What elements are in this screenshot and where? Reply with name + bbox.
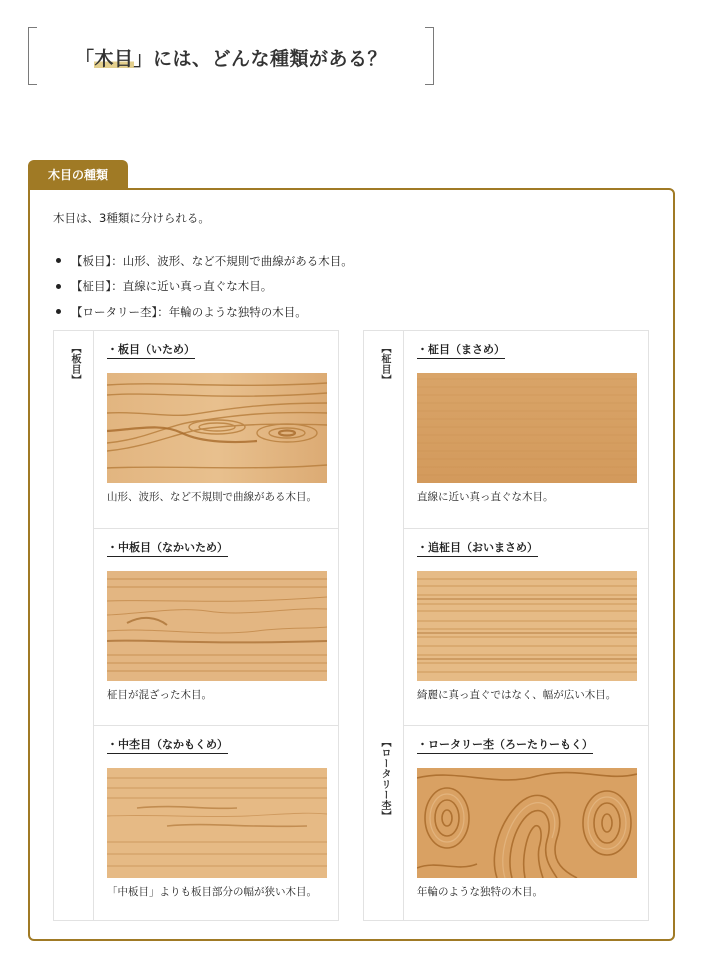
- grain-cell-rotary: [404, 725, 648, 922]
- itame-side-column: [54, 331, 94, 920]
- bullet-text: 【柾目】：直線に近い真っ直ぐな木目。: [71, 279, 273, 294]
- itame-side-label: 【板目】: [69, 343, 80, 385]
- rotary-side-label: 【ロータリー杢】: [379, 737, 390, 821]
- bullet-dot-icon: [56, 258, 61, 263]
- bullet-text: 【ロータリー杢】：年輪のような独特の木目。: [71, 304, 307, 319]
- page-title-box: [28, 27, 434, 85]
- grain-cell-nakaitame: [94, 528, 338, 725]
- list-item: [56, 248, 353, 274]
- bullet-text: 【板目】：山形、波形、など不規則で曲線がある木目。: [71, 253, 353, 268]
- bullet-dot-icon: [56, 309, 61, 314]
- cell-caption: 年輪のような独特の木目。: [417, 886, 543, 898]
- bullet-list: [56, 248, 353, 325]
- grain-cell-itame: [94, 331, 338, 528]
- cell-title: ・板目（いため）: [107, 341, 195, 359]
- bullet-dot-icon: [56, 284, 61, 289]
- cell-caption: 綺麗に真っ直ぐではなく、幅が広い木目。: [417, 689, 617, 701]
- nakaitame-wood-image: [107, 571, 327, 681]
- cell-title: ・中杢目（なかもくめ）: [107, 736, 228, 754]
- list-item: [56, 274, 353, 300]
- cell-title: ・追柾目（おいまさめ）: [417, 539, 538, 557]
- cell-title: ・柾目（まさめ）: [417, 341, 505, 359]
- masame-side-column: [364, 331, 404, 920]
- oimasame-wood-image: [417, 571, 637, 681]
- grain-cell-nakamokume: [94, 725, 338, 922]
- itame-wood-image: [107, 373, 327, 483]
- grain-cell-masame: [404, 331, 648, 528]
- cell-caption: 直線に近い真っ直ぐな木目。: [417, 491, 554, 503]
- nakamokume-wood-image: [107, 768, 327, 878]
- title-open: 「: [74, 48, 95, 70]
- masame-side-label: 【柾目】: [379, 343, 390, 385]
- cell-caption: 山形、波形、など不規則で曲線がある木目。: [107, 491, 317, 503]
- page-title: [28, 44, 434, 71]
- intro-text: 木目は、3種類に分けられる。: [53, 211, 210, 225]
- title-highlight: 木目: [94, 48, 134, 70]
- masame-wood-image: [417, 373, 637, 483]
- cell-title: ・ロータリー杢（ろーたりーもく）: [417, 736, 593, 754]
- section-tab: 木目の種類: [28, 160, 128, 188]
- cell-title: ・中板目（なかいため）: [107, 539, 228, 557]
- rotary-wood-image: [417, 768, 637, 878]
- itame-panel: [53, 330, 339, 921]
- list-item: [56, 299, 353, 325]
- cell-caption: 柾目が混ざった木目。: [107, 689, 212, 701]
- cell-caption: 「中板目」よりも板目部分の幅が狭い木目。: [107, 886, 317, 898]
- title-rest: 」には、どんな種類がある？: [133, 48, 388, 70]
- masame-panel: [363, 330, 649, 921]
- grain-cell-oimasame: [404, 528, 648, 725]
